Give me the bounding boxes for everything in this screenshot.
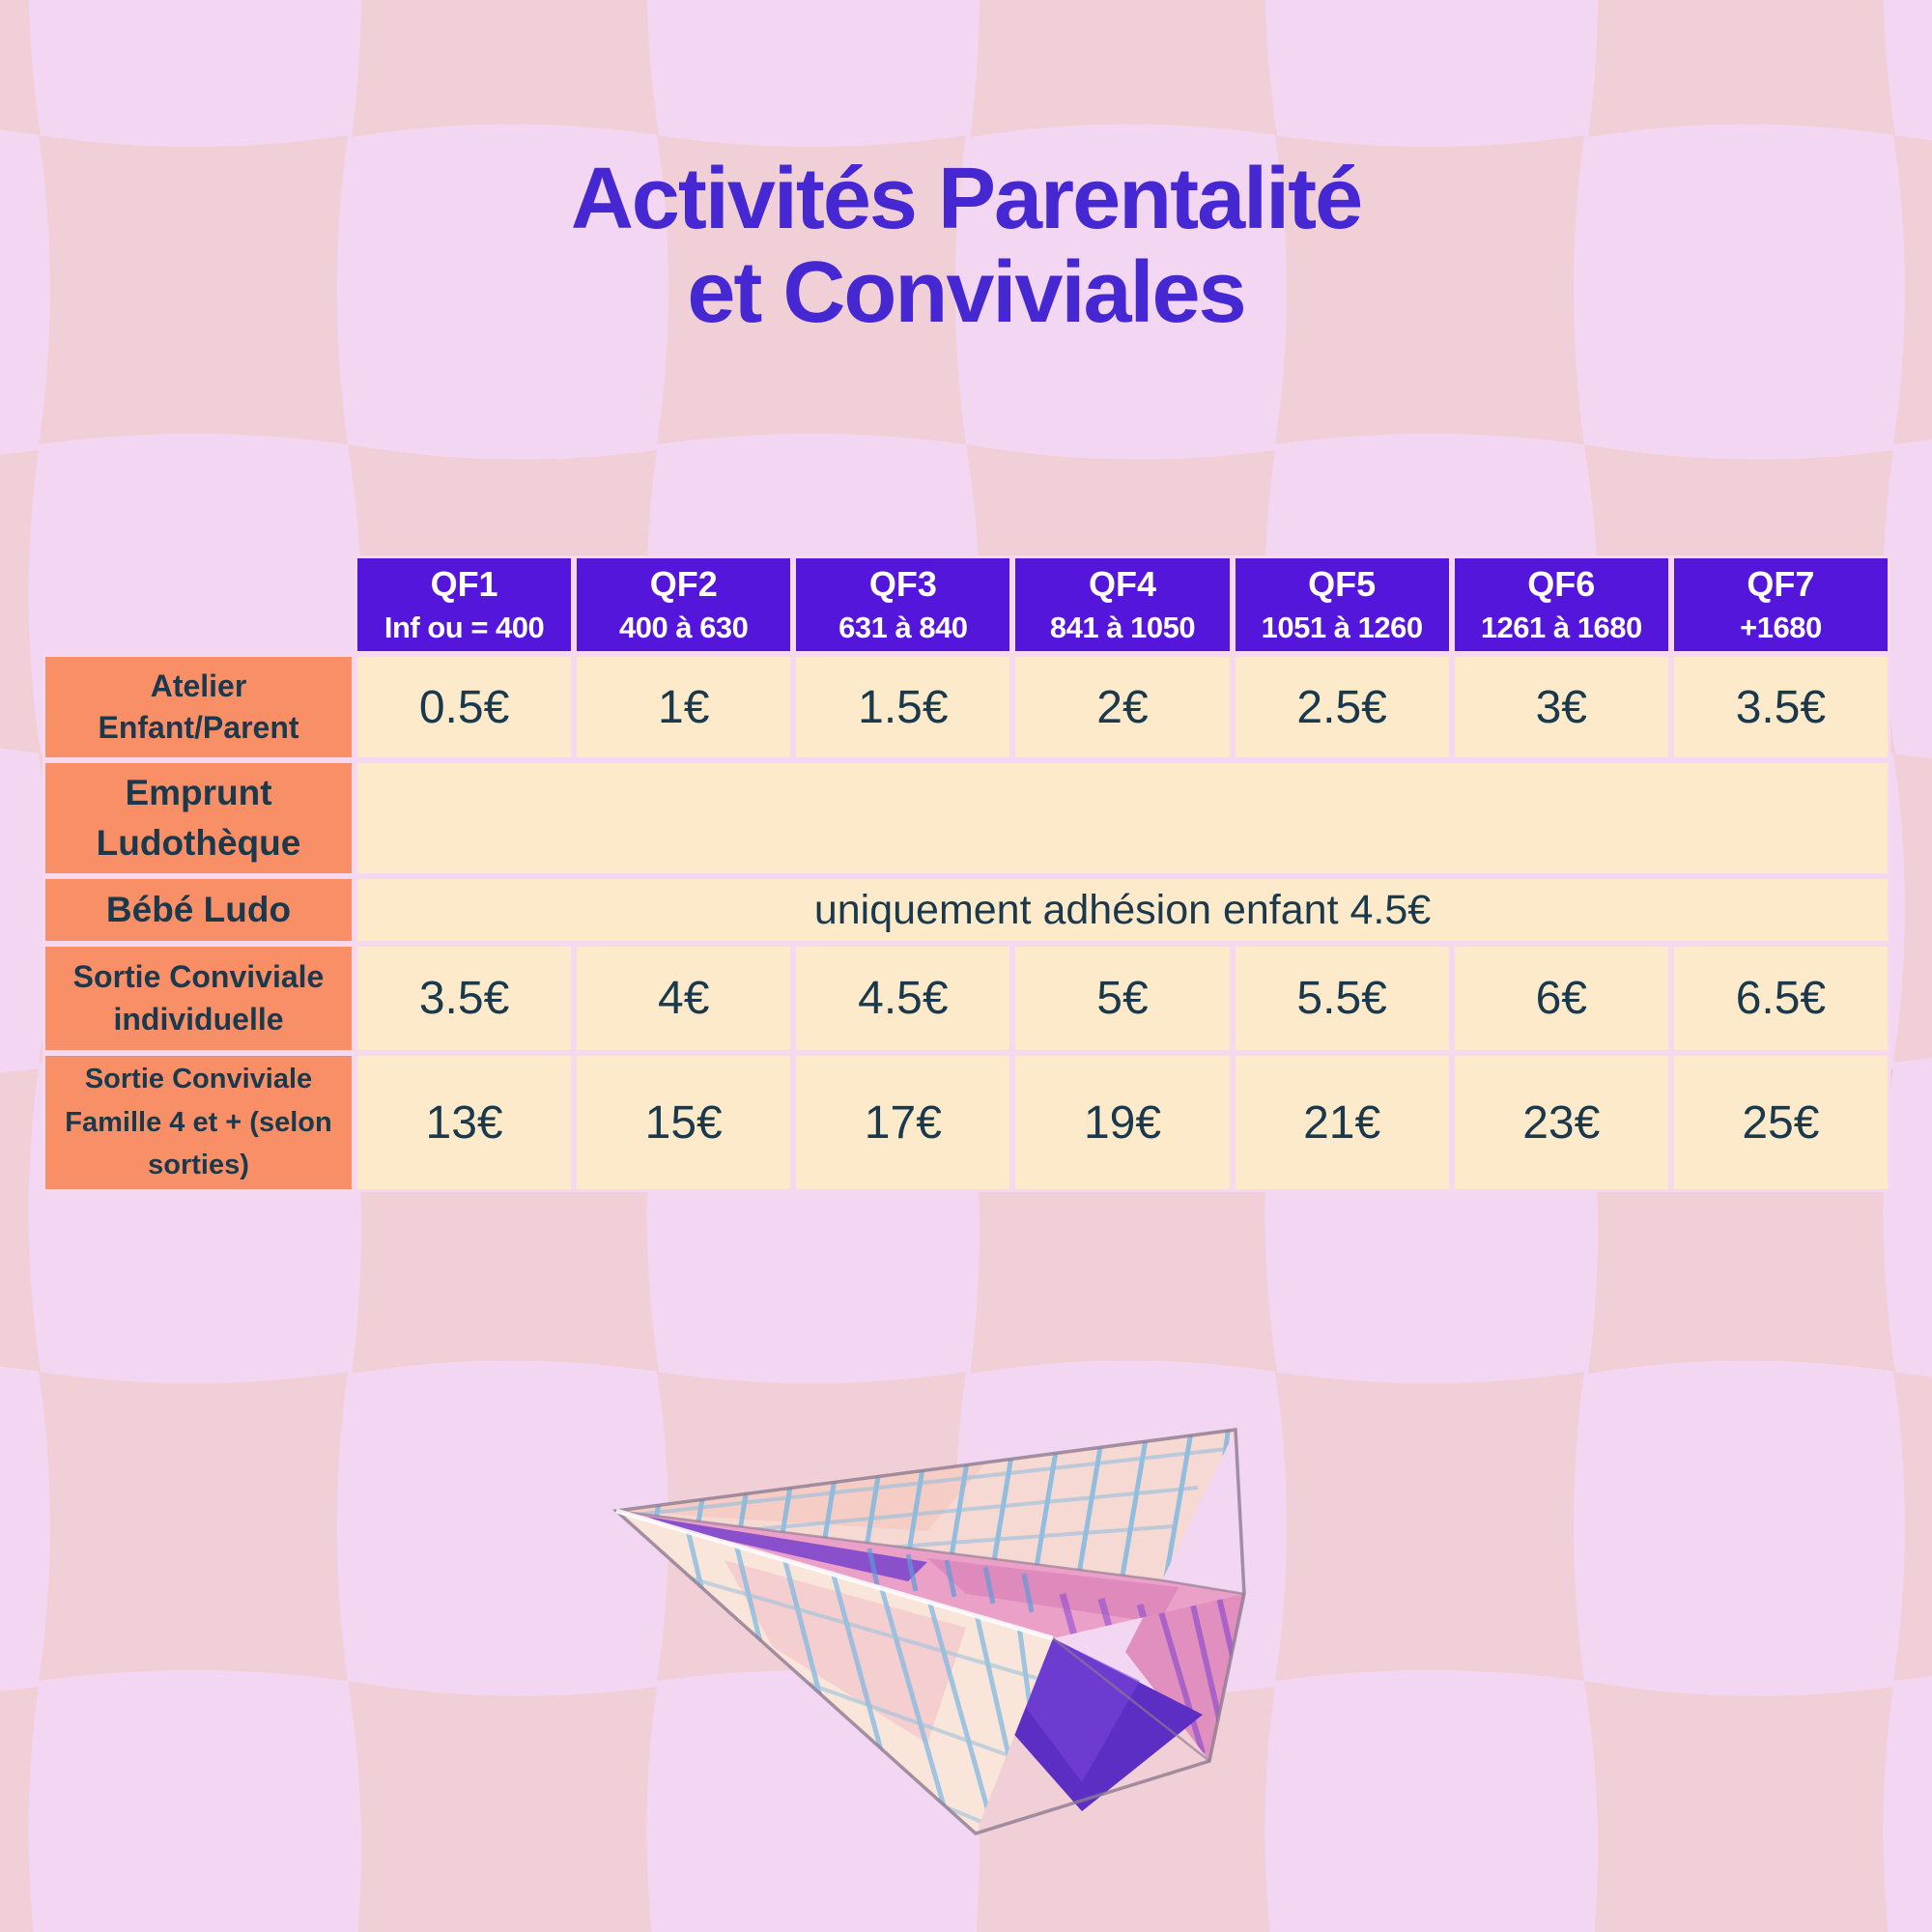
price-cell: 21€ xyxy=(1236,1056,1449,1189)
price-cell: 13€ xyxy=(357,1056,571,1189)
qf5-range: 1051 à 1260 xyxy=(1261,611,1423,644)
qf5-header-cell xyxy=(1236,558,1449,651)
row-label-sortie-famille: Sortie Conviviale Famille 4 et + (selon sorties) xyxy=(45,1056,352,1189)
row-label-sortie-individuelle: Sortie Conviviale individuelle xyxy=(45,947,352,1050)
pricing-table xyxy=(45,558,1888,1189)
price-cell: 23€ xyxy=(1455,1056,1668,1189)
qf3-range: 631 à 840 xyxy=(838,611,968,644)
price-cell: 1€ xyxy=(577,657,790,757)
qf7-range: +1680 xyxy=(1740,611,1822,644)
price-cell: 3.5€ xyxy=(1674,657,1888,757)
page-title xyxy=(0,153,1932,340)
price-cell: 6.5€ xyxy=(1674,947,1888,1050)
qf6-header-cell xyxy=(1455,558,1668,651)
price-cell: 5€ xyxy=(1015,947,1229,1050)
price-cell: 17€ xyxy=(796,1056,1009,1189)
price-cell: 15€ xyxy=(577,1056,790,1189)
qf1-code: QF1 xyxy=(430,564,498,604)
qf6-code: QF6 xyxy=(1527,564,1596,604)
price-cell: 0.5€ xyxy=(357,657,571,757)
price-cell: 4.5€ xyxy=(796,947,1009,1050)
price-cell: 4€ xyxy=(577,947,790,1050)
price-cell: 6€ xyxy=(1455,947,1668,1050)
paper-airplane-illustration xyxy=(580,1396,1256,1850)
qf4-header-cell xyxy=(1015,558,1229,651)
qf3-header-cell xyxy=(796,558,1009,651)
qf4-code: QF4 xyxy=(1088,564,1156,604)
qf2-range: 400 à 630 xyxy=(619,611,749,644)
price-cell: 25€ xyxy=(1674,1056,1888,1189)
qf2-code: QF2 xyxy=(649,564,718,604)
row-label-bebe-ludo: Bébé Ludo xyxy=(45,879,352,941)
qf4-range: 841 à 1050 xyxy=(1049,611,1196,644)
qf7-code: QF7 xyxy=(1747,564,1815,604)
price-cell: 5.5€ xyxy=(1236,947,1449,1050)
merged-cell-emprunt xyxy=(357,763,1888,873)
qf1-range: Inf ou = 400 xyxy=(384,611,545,644)
price-cell: 2€ xyxy=(1015,657,1229,757)
row-label-atelier-enfant-parent: Atelier Enfant/Parent xyxy=(45,657,352,757)
qf5-code: QF5 xyxy=(1308,564,1377,604)
page-title-line1: Activités Parentalité xyxy=(570,151,1362,247)
qf3-code: QF3 xyxy=(868,564,937,604)
qf7-header-cell xyxy=(1674,558,1888,651)
qf2-header-cell xyxy=(577,558,790,651)
price-cell: 3€ xyxy=(1455,657,1668,757)
price-cell: 2.5€ xyxy=(1236,657,1449,757)
price-cell: 1.5€ xyxy=(796,657,1009,757)
page-title-line2: et Conviviales xyxy=(687,244,1245,341)
qf1-header-cell xyxy=(357,558,571,651)
merged-cell-bebe-ludo: uniquement adhésion enfant 4.5€ xyxy=(357,879,1888,941)
price-cell: 3.5€ xyxy=(357,947,571,1050)
price-cell: 19€ xyxy=(1015,1056,1229,1189)
table-corner-spacer xyxy=(45,558,352,651)
qf6-range: 1261 à 1680 xyxy=(1480,611,1642,644)
row-label-emprunt-ludotheque: Emprunt Ludothèque xyxy=(45,763,352,873)
